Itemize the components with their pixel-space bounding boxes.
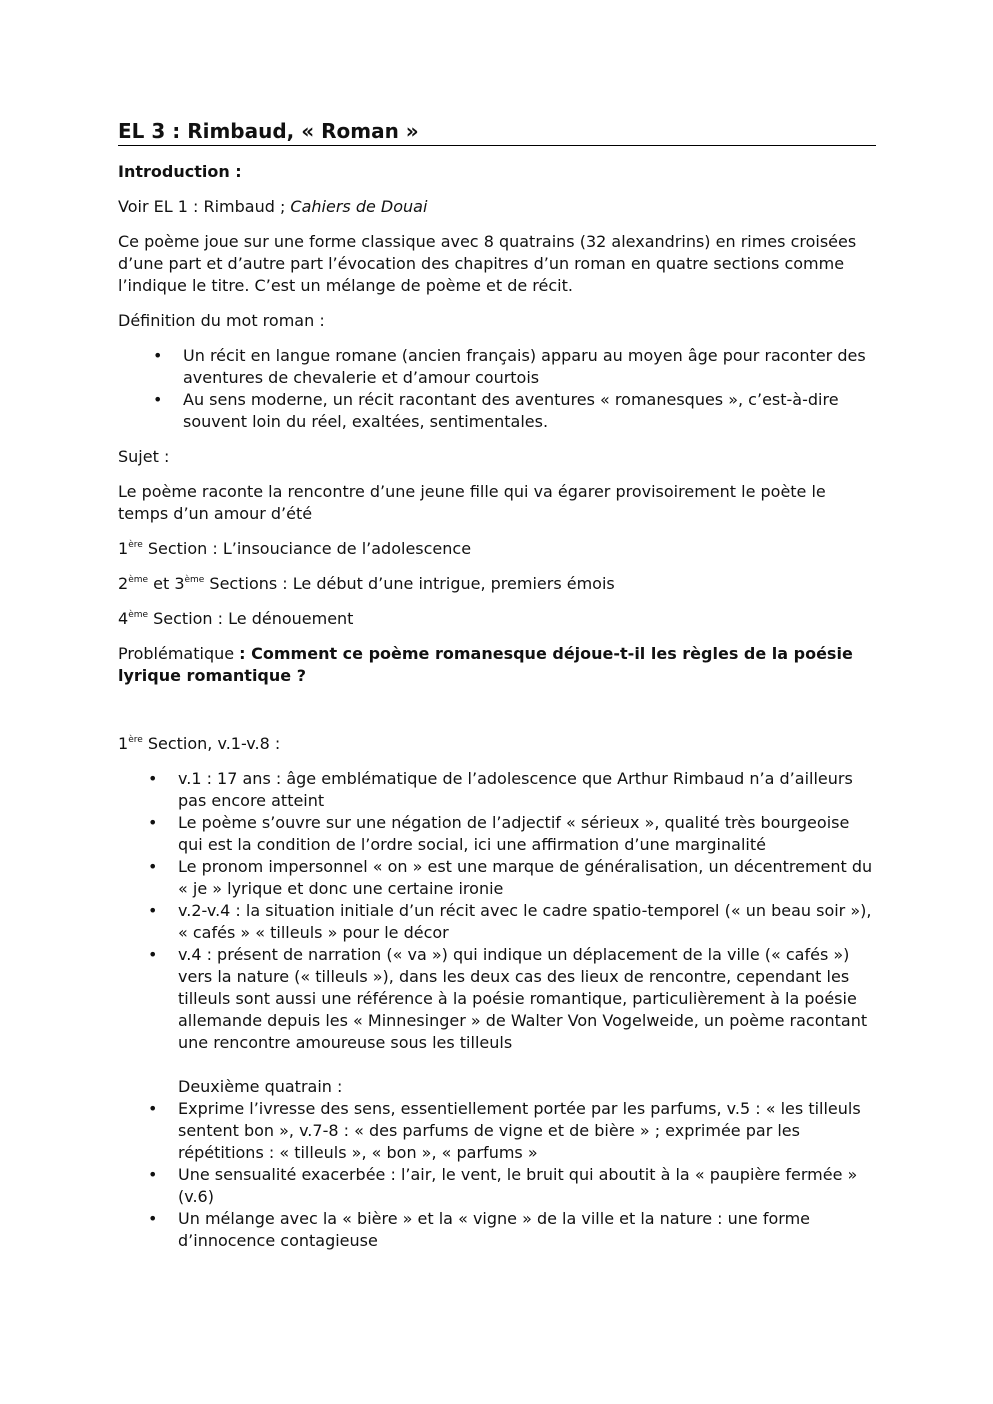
list-item xyxy=(118,345,876,389)
document-title: EL 3 : Rimbaud, « Roman » xyxy=(118,118,876,146)
bullet-icon: • xyxy=(153,390,163,409)
bullet-icon: • xyxy=(148,813,158,832)
problematique xyxy=(118,643,876,687)
list-item-text: Le poème s’ouvre sur une négation de l’adjectif « sérieux », qualité très bourgeoise qui est la condition de l’ordre social, ici une affirmation d’une marginalité xyxy=(178,813,850,854)
problematique-question: : Comment ce poème romanesque déjoue-t-il les règles de la poésie lyrique romantique ? xyxy=(118,644,853,685)
section-number: 4 xyxy=(118,609,129,628)
bullet-icon: • xyxy=(148,1099,158,1118)
bullet-icon: • xyxy=(153,346,163,365)
ordinal-suffix: ème xyxy=(128,575,149,585)
list-item xyxy=(118,768,876,812)
section-number: 1 xyxy=(118,539,129,558)
ordinal-suffix: ère xyxy=(128,540,143,550)
section1-heading xyxy=(118,733,876,755)
intro-heading: Introduction : xyxy=(118,162,242,181)
definition-label: Définition du mot roman : xyxy=(118,311,325,330)
section-line-3 xyxy=(118,608,876,630)
list-item-text: Le pronom impersonnel « on » est une marque de généralisation, un décentrement du « je » lyrique et donc une certaine ironie xyxy=(178,857,873,898)
list-item-text: Une sensualité exacerbée : l’air, le vent, le bruit qui aboutit à la « paupière fermée » (v.6) xyxy=(178,1165,858,1206)
spacer xyxy=(118,1054,876,1076)
voir-work-title: Cahiers de Douai xyxy=(290,197,428,216)
list-item xyxy=(118,856,876,900)
section-title: Sections : Le début d’une intrigue, premiers émois xyxy=(204,574,615,593)
list-item xyxy=(118,900,876,944)
bullet-icon: • xyxy=(148,1165,158,1184)
sujet-text: Le poème raconte la rencontre d’une jeune fille qui va égarer provisoirement le poète le temps d’un amour d’été xyxy=(118,482,826,523)
ordinal-suffix: ère xyxy=(128,735,143,745)
section-line-2 xyxy=(118,573,876,595)
bullet-icon: • xyxy=(148,1209,158,1228)
bullet-icon: • xyxy=(148,857,158,876)
list-item-text: v.2-v.4 : la situation initiale d’un récit avec le cadre spatio-temporel (« un beau soir »), « cafés » « tilleuls » pour le décor xyxy=(178,901,872,942)
list-item-text: Au sens moderne, un récit racontant des aventures « romanesques », c’est-à-dire souvent loin du réel, exaltées, sentimentales. xyxy=(183,390,839,431)
quatrain2-list xyxy=(118,1098,876,1252)
list-item-text: Un récit en langue romane (ancien français) apparu au moyen âge pour raconter des aventures de chevalerie et d’amour courtois xyxy=(183,346,866,387)
problematique-label: Problématique xyxy=(118,644,240,663)
list-item-text: v.1 : 17 ans : âge emblématique de l’adolescence que Arthur Rimbaud n’a d’ailleurs pas encore atteint xyxy=(178,769,853,810)
definition-list xyxy=(118,345,876,433)
list-item-text: Un mélange avec la « bière » et la « vigne » de la ville et la nature : une forme d’innocence contagieuse xyxy=(178,1209,811,1250)
bullet-icon: • xyxy=(148,945,158,964)
list-item-text: Exprime l’ivresse des sens, essentiellement portée par les parfums, v.5 : « les tilleuls sentent bon », v.7-8 : « des parfums de vigne et de bière » ; exprimée par les répétitions : « tilleuls », « bon », « parfums » xyxy=(178,1099,861,1162)
list-item xyxy=(118,389,876,433)
section-number: et 3 xyxy=(148,574,185,593)
list-item-text: v.4 : présent de narration (« va ») qui indique un déplacement de la ville (« cafés ») vers la nature (« tilleuls »), dans les deux cas des lieux de rencontre, cependant les tilleuls sont aussi une référence à la poésie romantique, particulièrement à la poésie allemande depuis les « Minnesinger » de Walter Von Vogelweide, un poème racontant une rencontre amoureuse sous les tilleuls xyxy=(178,945,868,1052)
document-page xyxy=(118,118,876,1265)
section-title: Section : Le dénouement xyxy=(148,609,354,628)
section1-list xyxy=(118,768,876,1054)
bullet-icon: • xyxy=(148,769,158,788)
bullet-icon: • xyxy=(148,901,158,920)
section-title: Section : L’insouciance de l’adolescence xyxy=(142,539,472,558)
section-heading-text: Section, v.1-v.8 : xyxy=(142,734,281,753)
voir-line xyxy=(118,196,876,218)
quatrain-subheading: Deuxième quatrain : xyxy=(178,1077,343,1096)
list-item xyxy=(118,1208,876,1252)
voir-prefix: Voir EL 1 : Rimbaud ; xyxy=(118,197,291,216)
ordinal-suffix: ème xyxy=(128,610,149,620)
spacer xyxy=(118,700,876,733)
list-item xyxy=(118,1164,876,1208)
list-item xyxy=(118,1098,876,1164)
section-number: 1 xyxy=(118,734,129,753)
section-line-1 xyxy=(118,538,876,560)
list-item xyxy=(118,812,876,856)
intro-paragraph: Ce poème joue sur une forme classique avec 8 quatrains (32 alexandrins) en rimes croisées d’une part et d’autre part l’évocation des chapitres d’un roman en quatre sections comme l’indique le titre. C’est un mélange de poème et de récit. xyxy=(118,232,857,295)
section-number: 2 xyxy=(118,574,129,593)
list-item xyxy=(118,944,876,1054)
sujet-label: Sujet : xyxy=(118,447,170,466)
ordinal-suffix: ème xyxy=(184,575,205,585)
